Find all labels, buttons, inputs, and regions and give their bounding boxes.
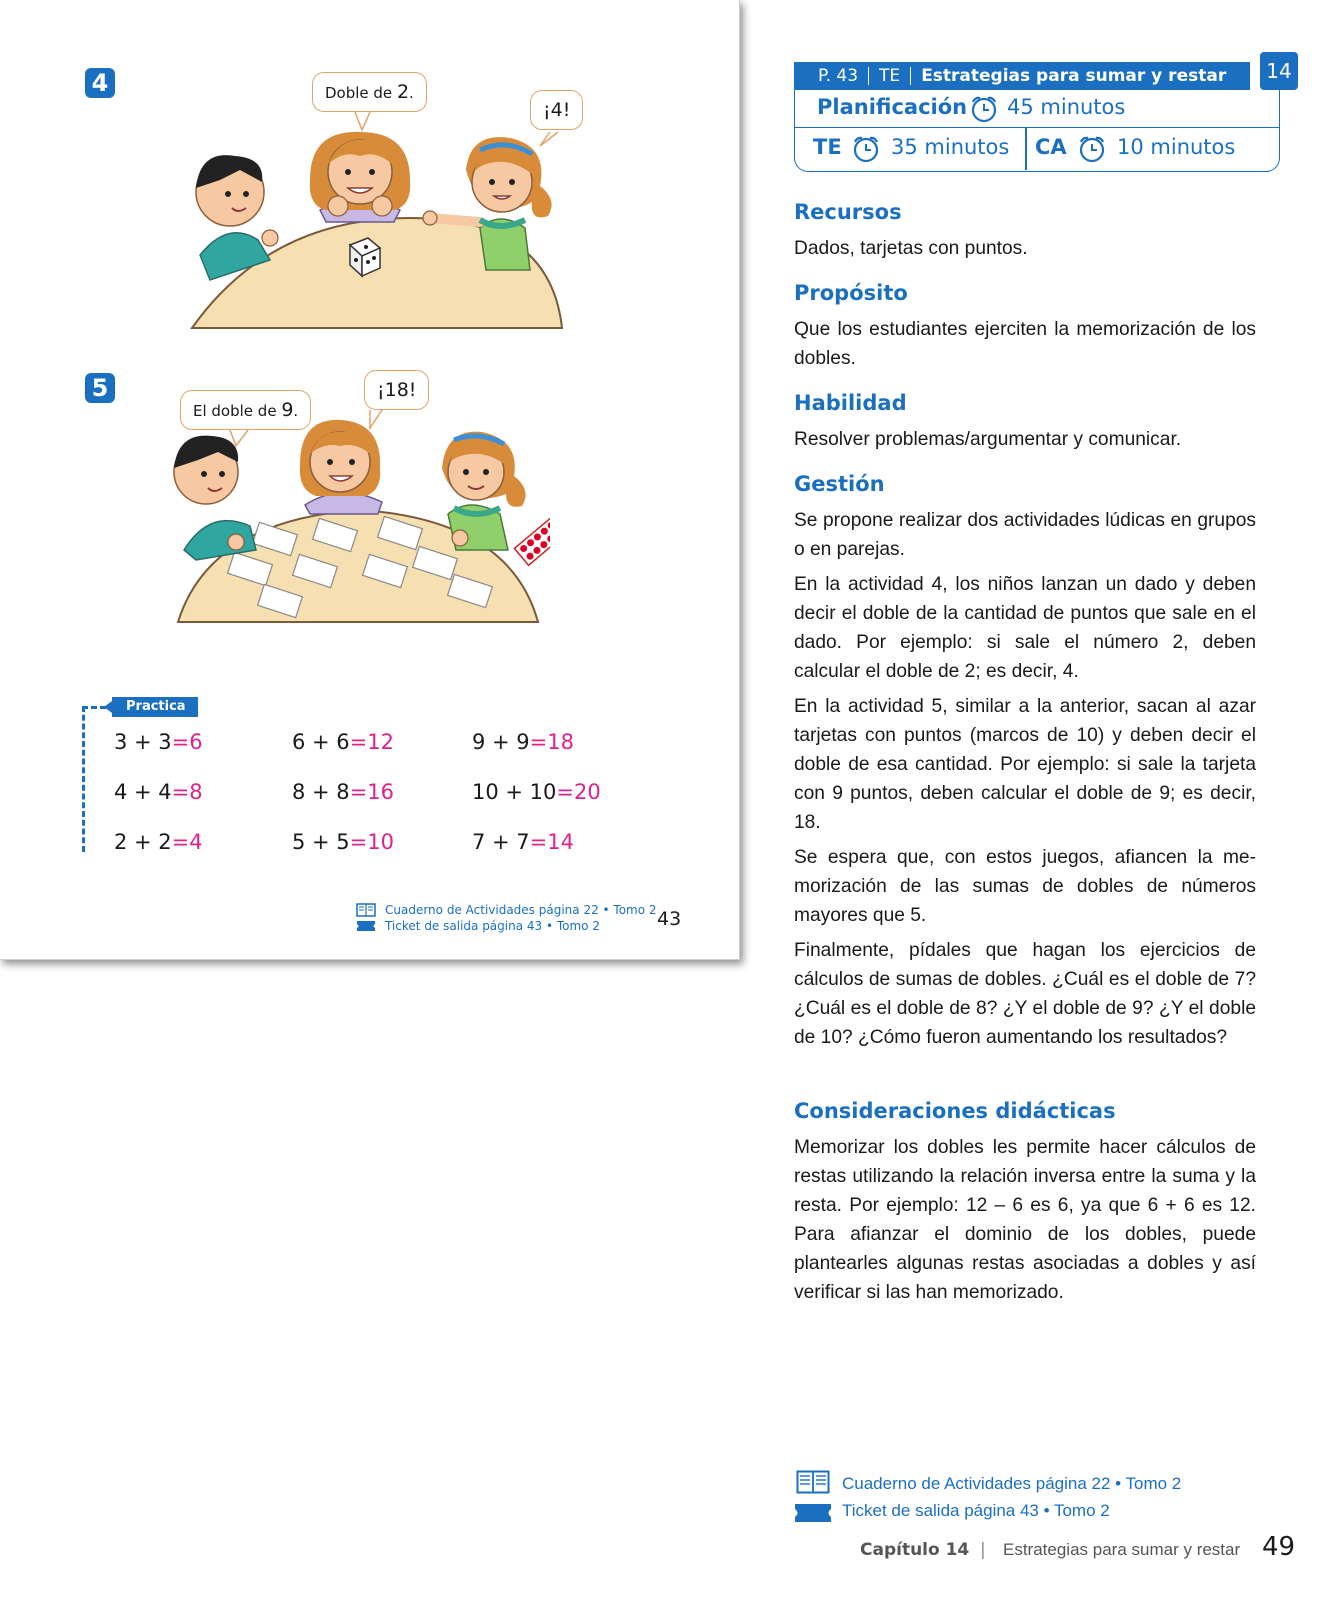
equation-left: 10 + 10 [472, 780, 557, 804]
footer-separator: | [980, 1540, 986, 1560]
ten-frame [514, 516, 550, 565]
te-time: 35 minutos [891, 135, 1010, 159]
alarm-clock-icon [969, 95, 999, 123]
equation-answer: 18 [547, 730, 575, 754]
equation-answer: 14 [547, 830, 575, 854]
equation-answer: 10 [367, 830, 395, 854]
equals-sign: = [349, 830, 368, 854]
section-title-consideraciones: Consideraciones didácticas [794, 1099, 1116, 1123]
equation-answer: 12 [367, 730, 395, 754]
gestion-paragraph-5: Finalmente, pídales que hagan los ejercicios de cálculos de sumas de dobles. ¿Cuál es el doble de 7? ¿Cuál es el doble de 8? ¿Y el doble de 9? ¿Y el doble de 10? ¿Cómo fueron aumentando los resultados? [794, 940, 1256, 1048]
activity-4-speech-bubble-left [312, 72, 427, 112]
book-icon [356, 903, 376, 917]
te-label: TE [813, 135, 842, 159]
bubble-number: 9 [281, 399, 294, 421]
student-page [0, 0, 740, 960]
equation-answer: 8 [189, 780, 203, 804]
equation-left: 5 + 5 [292, 830, 350, 854]
chapter-badge: 14 [1260, 52, 1298, 90]
section-title-gestion: Gestión [794, 472, 885, 496]
activity-5-speech-bubble-right [364, 370, 429, 410]
recursos-text: Dados, tarjetas con puntos. [794, 238, 1028, 259]
practice-bracket [82, 706, 106, 852]
planning-box [794, 62, 1280, 172]
section-title-proposito: Propósito [794, 281, 908, 305]
alarm-clock-icon [1077, 135, 1107, 163]
girl-figure-center [300, 420, 382, 514]
equation-left: 6 + 6 [292, 730, 350, 754]
bubble-text: Doble de [325, 84, 397, 102]
girl-figure-right [442, 432, 526, 550]
planning-row-split [795, 128, 1279, 170]
ca-label: CA [1035, 135, 1067, 159]
equals-sign: = [349, 780, 368, 804]
bubble-text: ¡4! [543, 99, 571, 121]
footer-chapter: Capítulo 14 [860, 1540, 970, 1560]
habilidad-text: Resolver problemas/argumentar y comunicar. [794, 429, 1182, 450]
student-ref-ticket: Ticket de salida página 43 • Tomo 2 [385, 919, 600, 933]
equals-sign: = [171, 830, 190, 854]
consideraciones-text: Memorizar los dobles les permite hacer cálculos de restas utilizando la relación inversa entre la suma y la resta. Por ejemplo: 12 – 6 es 6, ya que 6 + 6 es 12. Para afianzar el dominio de los dobles, puede plantearles algunas restas asociadas a dobles y así verificar si las han memorizado. [794, 1137, 1256, 1303]
planning-divider [1025, 128, 1027, 170]
equation-9-plus-9 [472, 728, 574, 756]
equals-sign: = [529, 830, 548, 854]
planning-header [794, 62, 1250, 90]
girl-figure-center [310, 132, 410, 222]
equation-5-plus-5 [292, 828, 394, 856]
boy-figure [174, 436, 256, 560]
boy-figure [196, 155, 278, 280]
equation-4-plus-4 [114, 778, 203, 806]
section-title-habilidad: Habilidad [794, 391, 907, 415]
activity-4-illustration [180, 110, 600, 335]
student-page-number: 43 [657, 908, 682, 930]
bubble-number: 2 [396, 81, 410, 103]
gestion-paragraph-2: En la actividad 4, los niños lanzan un dado y deben decir el doble de la cantidad de puntos que sale en el dado. Por ejemplo: si sale el número 2, deben calcular el doble de 2; es decir, 4. [794, 574, 1256, 682]
equation-3-plus-3 [114, 728, 203, 756]
equation-8-plus-8 [292, 778, 394, 806]
ca-time: 10 minutos [1117, 135, 1236, 159]
guide-ref-cuaderno: Cuaderno de Actividades página 22 • Tomo 2 [842, 1474, 1182, 1493]
practice-tab: Practica [112, 697, 198, 717]
equals-sign: = [556, 780, 574, 804]
activity-4-number: 4 [85, 68, 115, 98]
header-te: TE [879, 66, 901, 86]
equation-7-plus-7 [472, 828, 574, 856]
bubble-text: El doble de [193, 402, 282, 420]
student-ref-cuaderno: Cuaderno de Actividades página 22 • Tomo 2 [385, 903, 657, 917]
equation-left: 3 + 3 [114, 730, 172, 754]
header-title: Estrategias para sumar y restar [921, 66, 1227, 86]
book-icon [796, 1470, 830, 1494]
gestion-paragraph-3: En la actividad 5, similar a la anterior, sacan al azar tarjetas con puntos (marcos de 10) y deben decir el doble de esa cantidad. Por ejemplo: si sale la tarjeta con 9 puntos, deben calcular el doble de 9; es decir, 18. [794, 696, 1256, 833]
proposito-text: Que los estudiantes ejerciten la memorización de los dobles. [794, 319, 1256, 369]
activity-5-illustration [170, 410, 550, 630]
planning-body [794, 90, 1280, 172]
gestion-paragraph-4: Se espera que, con estos juegos, afiancen la memorización de las sumas de dobles de números mayores que 5. [794, 847, 1256, 926]
gestion-paragraph-1: Se propone realizar dos actividades lúdicas en grupos o en parejas. [794, 510, 1256, 560]
equation-left: 9 + 9 [472, 730, 530, 754]
equation-answer: 6 [189, 730, 203, 754]
ticket-icon [794, 1503, 832, 1523]
header-page: P. 43 [818, 66, 859, 86]
ticket-icon [356, 920, 376, 932]
equals-sign: = [529, 730, 548, 754]
bubble-text: ¡18! [377, 379, 417, 401]
bubble-period: . [293, 402, 299, 420]
planning-label: Planificación [817, 95, 968, 119]
equation-answer: 16 [367, 780, 395, 804]
equation-10-plus-10 [472, 778, 601, 806]
equation-answer: 20 [574, 780, 601, 804]
equation-left: 8 + 8 [292, 780, 350, 804]
guide-ref-ticket: Ticket de salida página 43 • Tomo 2 [842, 1501, 1110, 1520]
footer-page-number: 49 [1262, 1532, 1296, 1562]
equation-2-plus-2 [114, 828, 203, 856]
alarm-clock-icon [851, 135, 881, 163]
equation-left: 7 + 7 [472, 830, 530, 854]
planning-total-time: 45 minutos [1007, 95, 1126, 119]
section-title-recursos: Recursos [794, 200, 902, 224]
equation-left: 2 + 2 [114, 830, 172, 854]
planning-row-total [795, 90, 1279, 128]
equation-answer: 4 [189, 830, 203, 854]
equals-sign: = [171, 780, 190, 804]
footer-title: Estrategias para sumar y restar [1003, 1540, 1241, 1559]
equation-left: 4 + 4 [114, 780, 172, 804]
activity-5-number: 5 [85, 373, 115, 403]
equation-6-plus-6 [292, 728, 394, 756]
equals-sign: = [349, 730, 368, 754]
equals-sign: = [171, 730, 190, 754]
bubble-period: . [409, 84, 414, 102]
